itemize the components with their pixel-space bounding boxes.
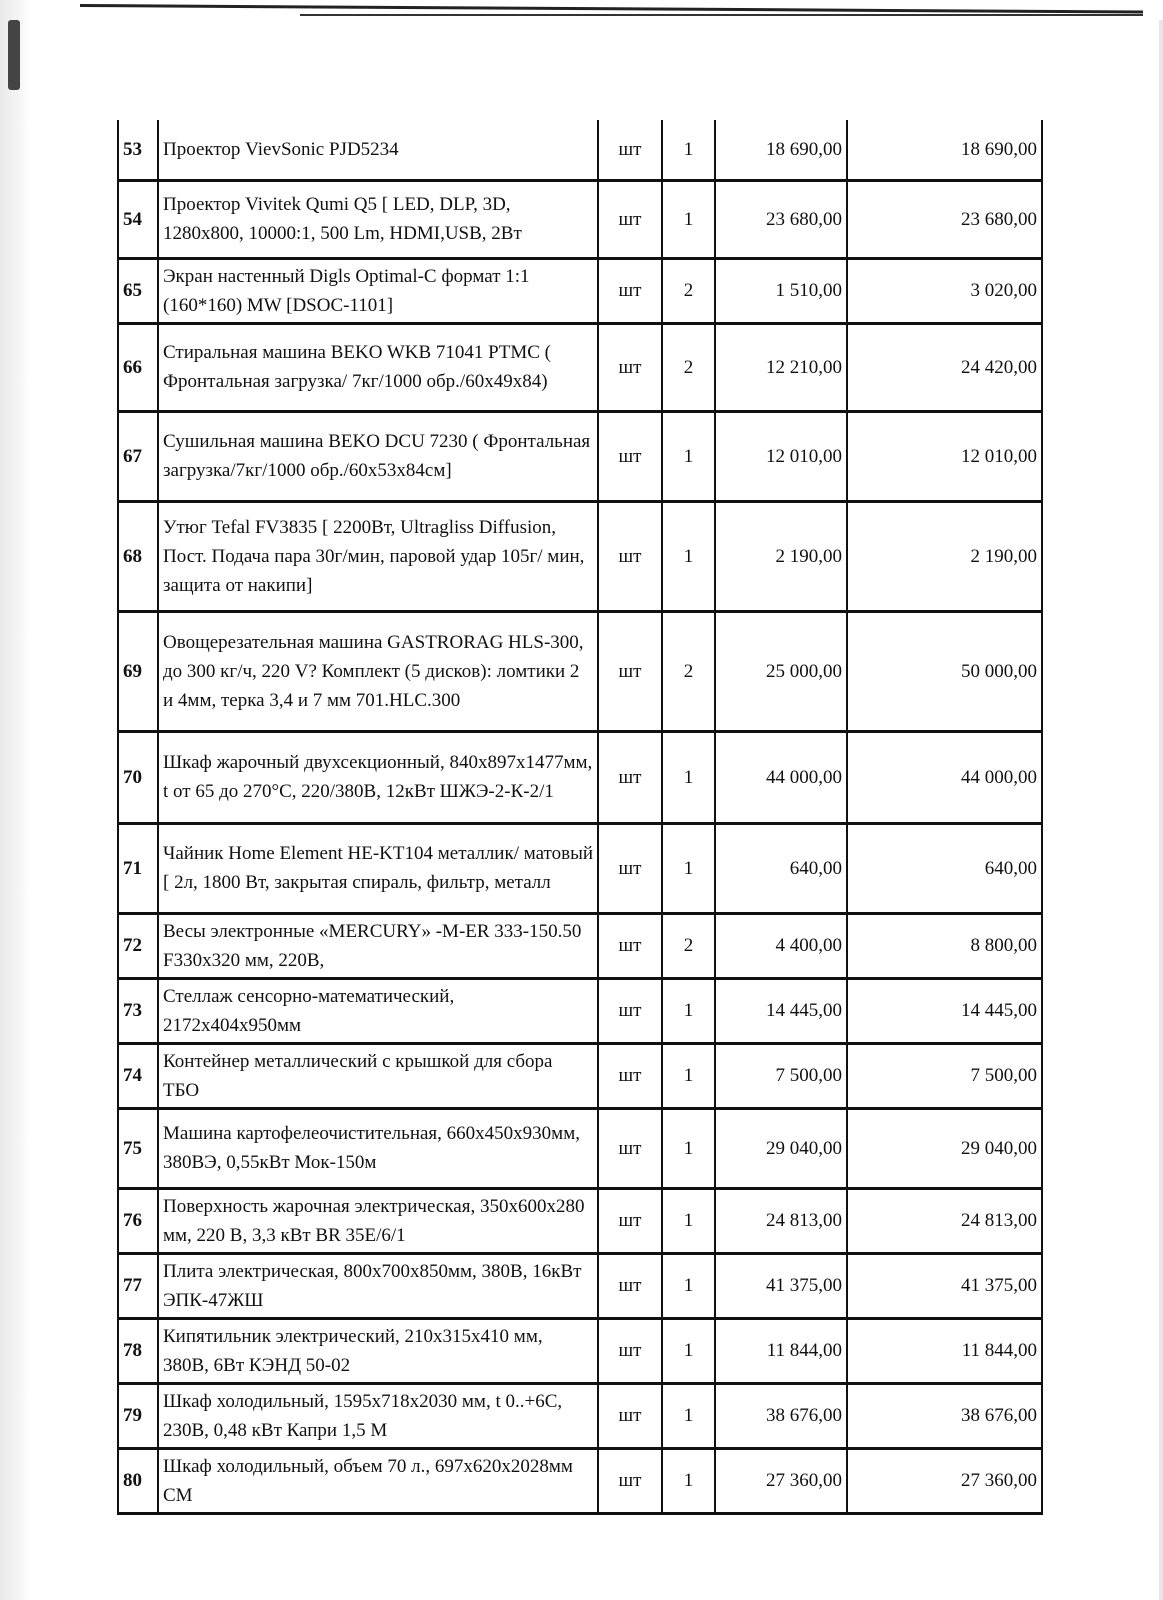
row-number: 67 <box>118 411 158 501</box>
item-price: 24 813,00 <box>715 1188 847 1253</box>
item-sum: 18 690,00 <box>847 120 1042 180</box>
item-quantity: 1 <box>662 1383 715 1448</box>
item-quantity: 1 <box>662 1448 715 1513</box>
table-row <box>118 1043 1042 1108</box>
item-unit: шт <box>598 1448 662 1513</box>
table-row <box>118 258 1042 323</box>
item-quantity: 1 <box>662 120 715 180</box>
table-row <box>118 411 1042 501</box>
item-quantity: 2 <box>662 913 715 978</box>
item-quantity: 1 <box>662 823 715 913</box>
item-sum: 2 190,00 <box>847 501 1042 611</box>
item-sum: 12 010,00 <box>847 411 1042 501</box>
item-price: 14 445,00 <box>715 978 847 1043</box>
item-sum: 3 020,00 <box>847 258 1042 323</box>
item-price: 18 690,00 <box>715 120 847 180</box>
item-name: Чайник Home Element HE-KT104 металлик/ матовый [ 2л, 1800 Вт, закрытая спираль, фильтр, металл <box>158 823 598 913</box>
table-row <box>118 1383 1042 1448</box>
table-row <box>118 1108 1042 1188</box>
item-name: Весы электронные «MERCURY» -M-ER 333-150.50 F330x320 мм, 220В, <box>158 913 598 978</box>
item-quantity: 2 <box>662 323 715 411</box>
item-price: 38 676,00 <box>715 1383 847 1448</box>
item-price: 2 190,00 <box>715 501 847 611</box>
item-name: Проектор Vivitek Qumi Q5 [ LED, DLP, 3D, 1280x800, 10000:1, 500 Lm, HDMI,USB, 2Вт <box>158 180 598 258</box>
item-name: Контейнер металлический с крышкой для сбора ТБО <box>158 1043 598 1108</box>
row-number: 54 <box>118 180 158 258</box>
item-name: Стиральная машина BEKO WKB 71041 PTMC ( Фронтальная загрузка/ 7кг/1000 обр./60x49x84) <box>158 323 598 411</box>
table-row <box>118 1448 1042 1513</box>
item-name: Кипятильник электрический, 210x315x410 мм, 380В, 6Вт КЭНД 50-02 <box>158 1318 598 1383</box>
item-unit: шт <box>598 258 662 323</box>
row-number: 71 <box>118 823 158 913</box>
table-row <box>118 120 1042 180</box>
row-number: 65 <box>118 258 158 323</box>
item-name: Стеллаж сенсорно-математический, 2172x404x950мм <box>158 978 598 1043</box>
item-unit: шт <box>598 611 662 731</box>
table-row <box>118 1318 1042 1383</box>
item-quantity: 1 <box>662 1043 715 1108</box>
table-row <box>118 501 1042 611</box>
item-sum: 44 000,00 <box>847 731 1042 823</box>
item-unit: шт <box>598 180 662 258</box>
row-number: 72 <box>118 913 158 978</box>
item-quantity: 1 <box>662 180 715 258</box>
table-row <box>118 180 1042 258</box>
row-number: 68 <box>118 501 158 611</box>
row-number: 80 <box>118 1448 158 1513</box>
item-sum: 38 676,00 <box>847 1383 1042 1448</box>
scan-right-edge <box>1159 20 1163 1600</box>
item-name: Утюг Tefal FV3835 [ 2200Вт, Ultragliss Diffusion, Пост. Подача пара 30г/мин, паровой удар 105г/ мин, защита от накипи] <box>158 501 598 611</box>
row-number: 73 <box>118 978 158 1043</box>
item-sum: 7 500,00 <box>847 1043 1042 1108</box>
table-row <box>118 978 1042 1043</box>
item-unit: шт <box>598 1108 662 1188</box>
item-quantity: 1 <box>662 501 715 611</box>
item-price: 23 680,00 <box>715 180 847 258</box>
scan-binding-mark <box>8 20 20 90</box>
items-table-body <box>118 120 1042 1513</box>
item-unit: шт <box>598 411 662 501</box>
item-name: Машина картофелеочистительная, 660x450x930мм, 380ВЭ, 0,55кВт Мок-150м <box>158 1108 598 1188</box>
scan-left-edge <box>0 0 30 1600</box>
table-row <box>118 1188 1042 1253</box>
item-price: 7 500,00 <box>715 1043 847 1108</box>
item-sum: 8 800,00 <box>847 913 1042 978</box>
row-number: 78 <box>118 1318 158 1383</box>
item-sum: 24 813,00 <box>847 1188 1042 1253</box>
item-name: Овощерезательная машина GASTRORAG HLS-300, до 300 кг/ч, 220 V? Комплект (5 дисков): ломтики 2 и 4мм, терка 3,4 и 7 мм 701.HLC.300 <box>158 611 598 731</box>
item-sum: 27 360,00 <box>847 1448 1042 1513</box>
item-sum: 50 000,00 <box>847 611 1042 731</box>
item-unit: шт <box>598 120 662 180</box>
table-row <box>118 731 1042 823</box>
item-price: 11 844,00 <box>715 1318 847 1383</box>
row-number: 70 <box>118 731 158 823</box>
item-name: Шкаф жарочный двухсекционный, 840x897x1477мм, t от 65 до 270°С, 220/380В, 12кВт ШЖЭ-2-К-2/1 <box>158 731 598 823</box>
item-quantity: 1 <box>662 1188 715 1253</box>
item-quantity: 1 <box>662 978 715 1043</box>
item-price: 1 510,00 <box>715 258 847 323</box>
table-row <box>118 1253 1042 1318</box>
scan-top-line-secondary <box>300 14 1143 16</box>
item-name: Проектор VievSonic PJD5234 <box>158 120 598 180</box>
item-sum: 24 420,00 <box>847 323 1042 411</box>
item-price: 29 040,00 <box>715 1108 847 1188</box>
row-number: 69 <box>118 611 158 731</box>
row-number: 76 <box>118 1188 158 1253</box>
item-price: 12 010,00 <box>715 411 847 501</box>
item-quantity: 1 <box>662 411 715 501</box>
table-row <box>118 823 1042 913</box>
item-quantity: 1 <box>662 731 715 823</box>
row-number: 53 <box>118 120 158 180</box>
item-quantity: 1 <box>662 1253 715 1318</box>
item-price: 25 000,00 <box>715 611 847 731</box>
item-quantity: 1 <box>662 1108 715 1188</box>
item-unit: шт <box>598 501 662 611</box>
item-unit: шт <box>598 1188 662 1253</box>
item-sum: 23 680,00 <box>847 180 1042 258</box>
items-table <box>117 120 1043 1515</box>
item-name: Шкаф холодильный, 1595x718x2030 мм, t 0..+6С, 230В, 0,48 кВт Капри 1,5 М <box>158 1383 598 1448</box>
item-sum: 11 844,00 <box>847 1318 1042 1383</box>
item-price: 44 000,00 <box>715 731 847 823</box>
item-name: Плита электрическая, 800x700x850мм, 380В, 16кВт ЭПК-47ЖШ <box>158 1253 598 1318</box>
item-price: 12 210,00 <box>715 323 847 411</box>
item-price: 640,00 <box>715 823 847 913</box>
item-name: Шкаф холодильный, объем 70 л., 697x620x2028мм СМ <box>158 1448 598 1513</box>
item-unit: шт <box>598 1383 662 1448</box>
item-unit: шт <box>598 1318 662 1383</box>
item-quantity: 1 <box>662 1318 715 1383</box>
item-quantity: 2 <box>662 611 715 731</box>
item-price: 41 375,00 <box>715 1253 847 1318</box>
item-sum: 14 445,00 <box>847 978 1042 1043</box>
row-number: 66 <box>118 323 158 411</box>
item-unit: шт <box>598 823 662 913</box>
item-name: Сушильная машина BEKO DCU 7230 ( Фронтальная загрузка/7кг/1000 обр./60x53x84см] <box>158 411 598 501</box>
scan-top-line <box>80 4 1143 13</box>
row-number: 77 <box>118 1253 158 1318</box>
item-price: 4 400,00 <box>715 913 847 978</box>
item-sum: 29 040,00 <box>847 1108 1042 1188</box>
table-row <box>118 913 1042 978</box>
table-row <box>118 323 1042 411</box>
item-unit: шт <box>598 1253 662 1318</box>
item-sum: 640,00 <box>847 823 1042 913</box>
item-name: Поверхность жарочная электрическая, 350x600x280 мм, 220 В, 3,3 кВт BR 35E/6/1 <box>158 1188 598 1253</box>
table-row <box>118 611 1042 731</box>
row-number: 74 <box>118 1043 158 1108</box>
item-name: Экран настенный Digls Optimal-C формат 1:1 (160*160) MW [DSOC-1101] <box>158 258 598 323</box>
item-unit: шт <box>598 323 662 411</box>
item-price: 27 360,00 <box>715 1448 847 1513</box>
row-number: 79 <box>118 1383 158 1448</box>
item-sum: 41 375,00 <box>847 1253 1042 1318</box>
item-unit: шт <box>598 1043 662 1108</box>
item-unit: шт <box>598 731 662 823</box>
item-quantity: 2 <box>662 258 715 323</box>
item-unit: шт <box>598 913 662 978</box>
row-number: 75 <box>118 1108 158 1188</box>
item-unit: шт <box>598 978 662 1043</box>
